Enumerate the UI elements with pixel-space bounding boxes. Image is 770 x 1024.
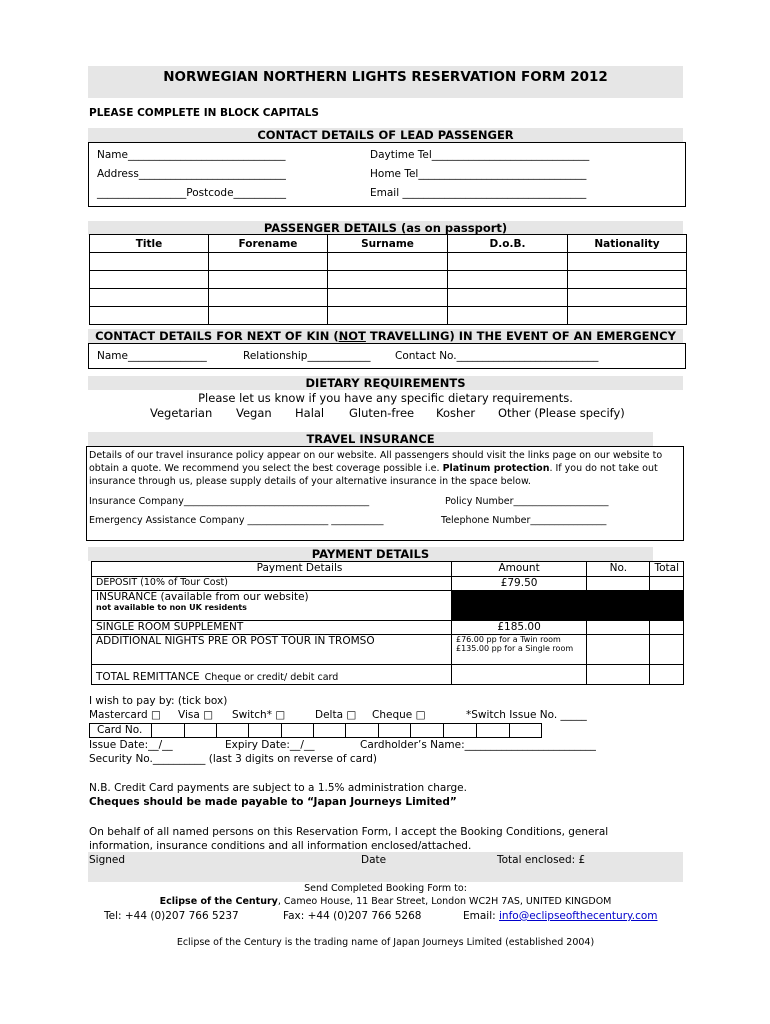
lead-address-field[interactable]: Address____________________________	[97, 168, 286, 180]
amount-header: Amount	[451, 562, 586, 577]
lead-postcode-field[interactable]: _________________Postcode__________	[97, 187, 287, 199]
lead-home-tel-field[interactable]: Home Tel________________________________	[370, 168, 587, 180]
cheque-checkbox[interactable]: Cheque □	[372, 709, 426, 721]
passenger-cell[interactable]	[328, 307, 448, 325]
signed-field[interactable]: Signed	[89, 854, 126, 866]
passenger-cell[interactable]	[448, 307, 568, 325]
trading-name-note: Eclipse of the Century is the trading name of Japan Journeys Limited (established 2004)	[176, 937, 595, 948]
kin-heading-not: NOT	[338, 329, 366, 343]
lead-email-field[interactable]: Email ___________________________________	[370, 187, 587, 199]
pay-by-intro: I wish to pay by: (tick box)	[89, 695, 228, 707]
insurance-no-blocked	[587, 591, 650, 621]
payment-details-header: Payment Details	[92, 562, 452, 577]
kin-contact-field[interactable]: Contact No.___________________________	[395, 350, 599, 362]
issue-date-field[interactable]: Issue Date:__/__	[89, 739, 173, 751]
passenger-cell[interactable]	[328, 289, 448, 307]
card-box-divider	[248, 723, 249, 738]
dietary-vegan[interactable]: Vegan	[236, 406, 272, 420]
security-number-field[interactable]: Security No.__________ (last 3 digits on reverse of card)	[89, 753, 377, 765]
total-remittance-row	[92, 665, 452, 685]
card-number-box[interactable]	[89, 723, 542, 738]
dietary-other[interactable]: Other (Please specify)	[498, 406, 625, 420]
passenger-cell[interactable]	[448, 253, 568, 271]
passenger-row	[90, 253, 687, 271]
insurance-platinum: Platinum protection	[442, 463, 550, 474]
col-title: Title	[90, 235, 209, 253]
dietary-halal[interactable]: Halal	[295, 406, 325, 420]
kin-relationship-field[interactable]: Relationship____________	[243, 350, 371, 362]
single-total-cell[interactable]	[650, 621, 684, 635]
telephone-number-field[interactable]: Telephone Number________________	[441, 515, 607, 526]
company-name: Eclipse of the Century	[159, 896, 278, 907]
card-box-divider	[410, 723, 411, 738]
card-box-divider	[216, 723, 217, 738]
passenger-cell[interactable]	[209, 307, 328, 325]
dietary-prompt: Please let us know if you have any specific dietary requirements.	[198, 391, 573, 405]
passenger-cell[interactable]	[568, 289, 687, 307]
additional-nights-amount	[451, 635, 586, 665]
deposit-total-cell[interactable]	[650, 577, 684, 591]
passenger-cell[interactable]	[328, 253, 448, 271]
telephone-number: Tel: +44 (0)207 766 5237	[104, 910, 239, 922]
kin-heading-part-a: CONTACT DETAILS FOR NEXT OF KIN (	[95, 329, 339, 343]
passenger-cell[interactable]	[448, 271, 568, 289]
fax-number: Fax: +44 (0)207 766 5268	[283, 910, 422, 922]
card-box-divider	[151, 723, 152, 738]
email-link[interactable]: info@eclipseofthecentury.com	[499, 910, 658, 922]
kin-heading-part-b: TRAVELLING) IN THE EVENT OF AN EMERGENCY	[365, 329, 676, 343]
passenger-cell[interactable]	[90, 307, 209, 325]
additional-nights-label: ADDITIONAL NIGHTS PRE OR POST TOUR IN TROMSO	[92, 635, 452, 665]
col-surname: Surname	[328, 235, 448, 253]
total-amount-cell[interactable]	[451, 665, 586, 685]
card-box-divider	[313, 723, 314, 738]
insurance-amount-blocked	[451, 591, 586, 621]
single-supplement-label: SINGLE ROOM SUPPLEMENT	[92, 621, 452, 635]
expiry-date-field[interactable]: Expiry Date:__/__	[225, 739, 315, 751]
card-box-divider	[509, 723, 510, 738]
passenger-cell[interactable]	[90, 271, 209, 289]
nights-no-cell[interactable]	[587, 635, 650, 665]
deposit-no-cell[interactable]	[587, 577, 650, 591]
email-line	[463, 910, 658, 922]
insurance-text-part-2: . If you do not take out insurance through us, please supply details of your alternative insurance in the space below.	[89, 463, 658, 487]
booking-acceptance-text: On behalf of all named persons on this Reservation Form, I accept the Booking Conditions, general information, insurance conditions and all information enclosed/attached.	[89, 826, 609, 852]
insurance-label: INSURANCE (available from our website)	[96, 591, 309, 603]
insurance-heading: TRAVEL INSURANCE	[88, 432, 653, 446]
switch-issue-field[interactable]: *Switch Issue No. _____	[466, 709, 587, 721]
address-text: , Cameo House, 11 Bear Street, London WC2H 7AS, UNITED KINGDOM	[277, 896, 612, 907]
date-field[interactable]: Date	[361, 854, 387, 866]
passenger-cell[interactable]	[90, 253, 209, 271]
insurance-note: not available to non UK residents	[96, 603, 247, 612]
single-no-cell[interactable]	[587, 621, 650, 635]
insurance-text-part-1: Details of our travel insurance policy appear on our website. All passengers should visit the links page on our website to obtain a quote. We recommend you select the best coverage possible i.e.	[89, 450, 663, 474]
total-header: Total	[650, 562, 684, 577]
passenger-cell[interactable]	[328, 271, 448, 289]
insurance-text	[89, 449, 681, 488]
policy-number-field[interactable]: Policy Number____________________	[445, 496, 609, 507]
total-remittance-label: TOTAL REMITTANCE	[96, 671, 200, 683]
lead-daytime-tel-field[interactable]: Daytime Tel______________________________	[370, 149, 590, 161]
passenger-cell[interactable]	[568, 307, 687, 325]
total-enclosed-field[interactable]: Total enclosed: £	[497, 854, 586, 866]
admin-charge-note: N.B. Credit Card payments are subject to a 1.5% administration charge.	[89, 782, 467, 794]
col-nationality: Nationality	[568, 235, 687, 253]
dietary-vegetarian[interactable]: Vegetarian	[150, 406, 213, 420]
payment-heading: PAYMENT DETAILS	[88, 547, 653, 561]
col-dob: D.o.B.	[448, 235, 568, 253]
send-to-label: Send Completed Booking Form to:	[304, 883, 467, 894]
delta-checkbox[interactable]: Delta □	[315, 709, 357, 721]
single-supplement-amount: £185.00	[451, 621, 586, 635]
col-forename: Forename	[209, 235, 328, 253]
card-box-divider	[378, 723, 379, 738]
cheques-payable-note: Cheques should be made payable to “Japan Journeys Limited”	[89, 796, 457, 808]
passenger-cell[interactable]	[90, 289, 209, 307]
passenger-row	[90, 289, 687, 307]
lead-passenger-heading: CONTACT DETAILS OF LEAD PASSENGER	[88, 128, 683, 142]
single-room-price: £135.00 pp for a Single room	[455, 644, 574, 653]
switch-checkbox[interactable]: Switch* □	[232, 709, 286, 721]
emergency-assistance-field[interactable]: Emergency Assistance Company _________________ ___________	[89, 515, 384, 526]
twin-room-price: £76.00 pp for a Twin room	[455, 635, 561, 644]
no-header: No.	[587, 562, 650, 577]
passenger-row	[90, 271, 687, 289]
card-box-divider	[281, 723, 282, 738]
email-label: Email:	[463, 910, 500, 922]
lead-name-field[interactable]: Name______________________________	[97, 149, 286, 161]
passenger-table	[89, 234, 687, 325]
deposit-amount: £79.50	[451, 577, 586, 591]
card-box-divider	[345, 723, 346, 738]
total-remittance-note: Cheque or credit/ debit card	[204, 672, 339, 683]
block-capitals-instruction: PLEASE COMPLETE IN BLOCK CAPITALS	[89, 107, 319, 119]
deposit-label: DEPOSIT (10% of Tour Cost)	[92, 577, 452, 591]
passenger-cell[interactable]	[209, 253, 328, 271]
passenger-cell[interactable]	[448, 289, 568, 307]
nights-total-cell[interactable]	[650, 635, 684, 665]
passenger-details-heading: PASSENGER DETAILS (as on passport)	[88, 221, 683, 235]
card-box-divider	[476, 723, 477, 738]
form-title: NORWEGIAN NORTHERN LIGHTS RESERVATION FORM 2012	[88, 66, 683, 98]
cardholder-name-field[interactable]: Cardholder’s Name:_________________________	[360, 739, 596, 751]
mastercard-checkbox[interactable]: Mastercard □	[89, 709, 161, 721]
passenger-cell[interactable]	[209, 271, 328, 289]
insurance-row-label	[92, 591, 452, 621]
dietary-kosher[interactable]: Kosher	[436, 406, 476, 420]
company-address	[88, 896, 683, 907]
dietary-gluten-free[interactable]: Gluten-free	[349, 406, 415, 420]
passenger-row	[90, 307, 687, 325]
insurance-company-field[interactable]: Insurance Company_______________________________________	[89, 496, 370, 507]
passenger-cell[interactable]	[568, 253, 687, 271]
insurance-total-blocked	[650, 591, 684, 621]
card-number-label: Card No.	[97, 724, 143, 736]
next-of-kin-heading	[88, 329, 683, 343]
card-box-divider	[184, 723, 185, 738]
payment-table	[91, 561, 684, 685]
passenger-cell[interactable]	[568, 271, 687, 289]
passenger-cell[interactable]	[209, 289, 328, 307]
dietary-heading: DIETARY REQUIREMENTS	[88, 376, 683, 390]
card-box-divider	[443, 723, 444, 738]
visa-checkbox[interactable]: Visa □	[178, 709, 214, 721]
kin-name-field[interactable]: Name_______________	[97, 350, 207, 362]
total-no-cell[interactable]	[587, 665, 650, 685]
total-total-cell[interactable]	[650, 665, 684, 685]
